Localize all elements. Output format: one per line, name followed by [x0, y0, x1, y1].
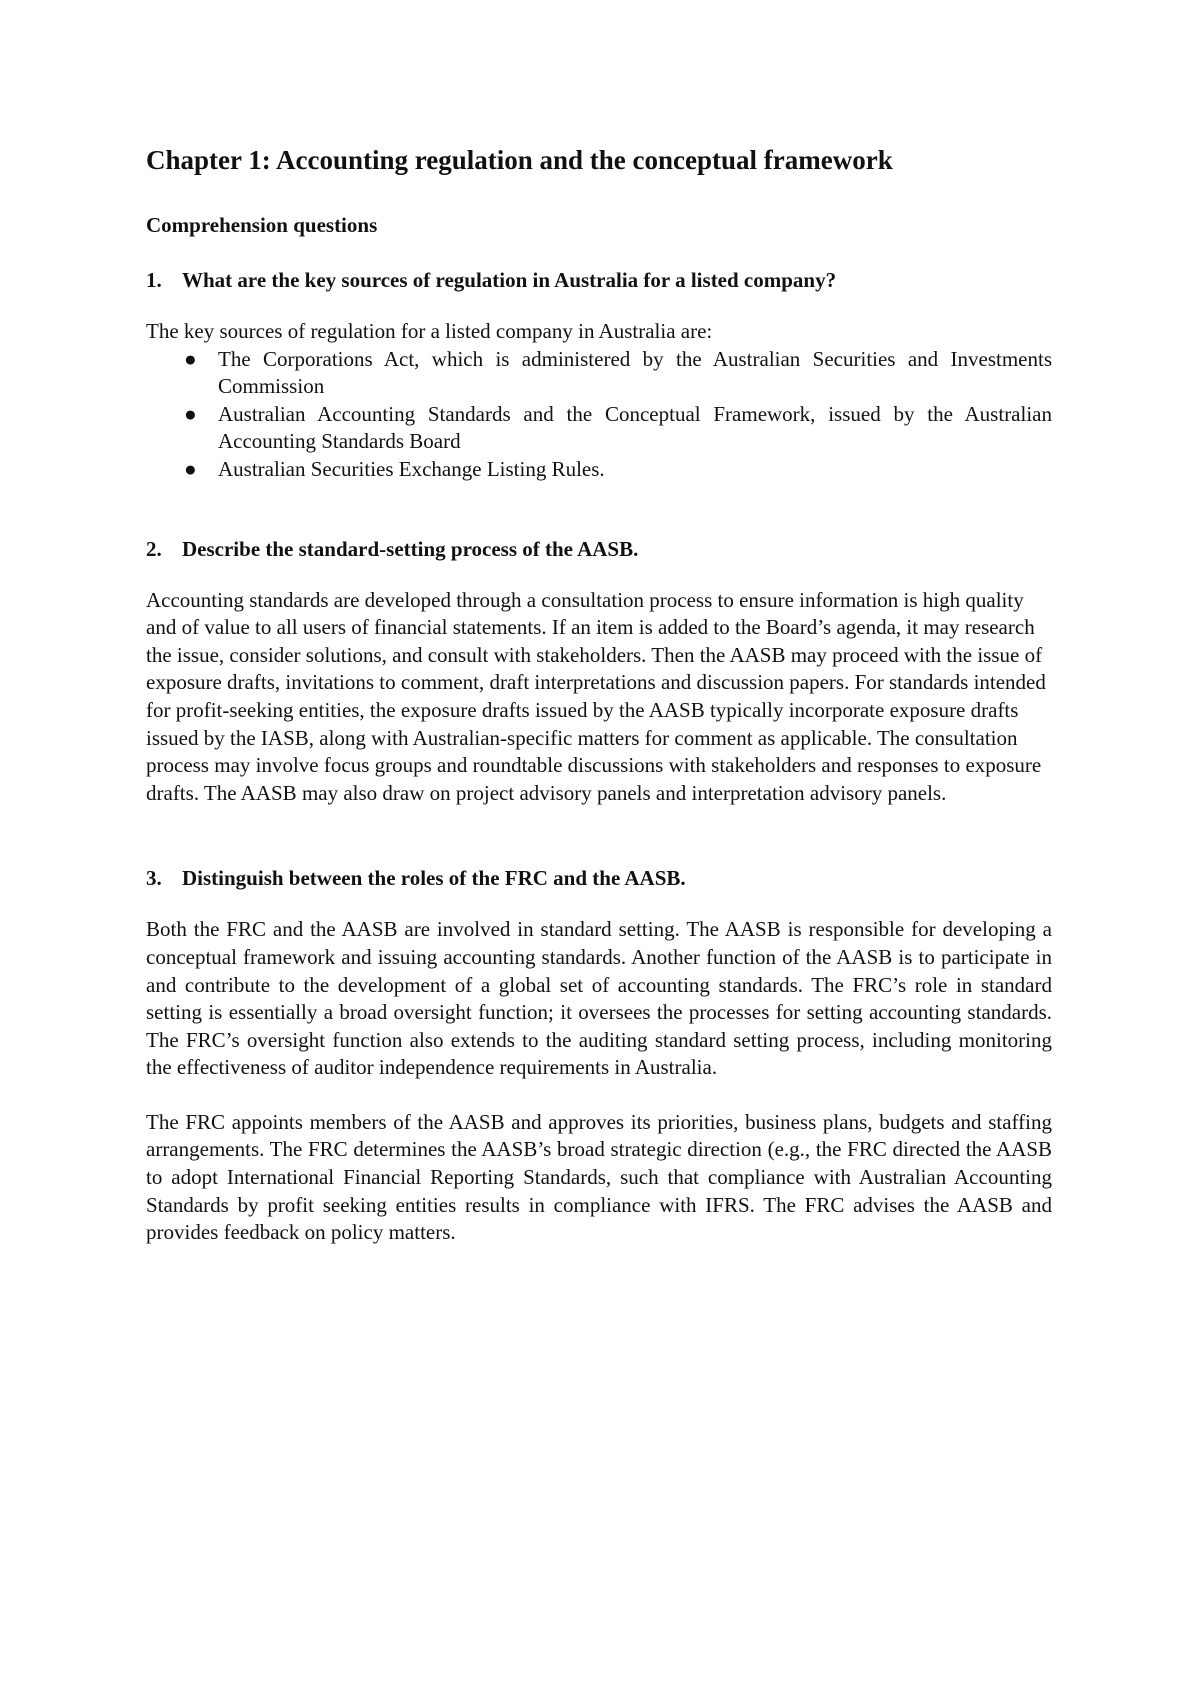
question-1-intro: The key sources of regulation for a listed company in Australia are: — [146, 319, 713, 343]
question-title: Describe the standard-setting process of the AASB. — [182, 536, 639, 561]
bullet-icon: ● — [184, 401, 197, 426]
question-3-answer-paragraph-1: Both the FRC and the AASB are involved in standard setting. The AASB is responsible for developing a conceptual framework and issuing accounting standards. Another function of the AASB is to participate in and contribute to the development of a global set of accounting standards. The FRC’s role in standard setting is essentially a broad oversight function; it oversees the processes for setting accounting standards. The FRC’s oversight function also extends to the auditing standard setting process, including monitoring the effectiveness of auditor independence requirements in Australia. — [146, 917, 1052, 1080]
bullet-icon: ● — [184, 346, 197, 371]
document-page — [146, 140, 1052, 1247]
bullet-icon: ● — [184, 456, 197, 481]
question-number: 2. — [146, 536, 162, 561]
question-2-heading — [146, 534, 1052, 564]
list-item-text: Australian Securities Exchange Listing Rules. — [218, 456, 605, 481]
question-1-bullet-list — [146, 346, 1052, 484]
question-3-heading — [146, 863, 1052, 893]
question-1-heading — [146, 265, 1052, 295]
question-title: What are the key sources of regulation in Australia for a listed company? — [182, 268, 837, 292]
list-item-text: The Corporations Act, which is administered by the Australian Securities and Investments Commission — [218, 346, 1052, 399]
list-item — [146, 401, 1052, 456]
question-3-answer-paragraph-2: The FRC appoints members of the AASB and approves its priorities, business plans, budgets and staffing arrangements. The FRC determines the AASB’s broad strategic direction (e.g., the FRC directed the AASB to adopt International Financial Reporting Standards, such that compliance with Australian Accounting Standards by profit seeking entities results in compliance with IFRS. The FRC advises the AASB and provides feedback on policy matters. — [146, 1109, 1052, 1245]
section-heading: Comprehension questions — [146, 213, 378, 237]
question-title: Distinguish between the roles of the FRC and the AASB. — [182, 866, 686, 891]
list-item — [146, 346, 1052, 401]
list-item — [146, 456, 1052, 484]
question-number: 1. — [146, 268, 162, 292]
question-2-answer: Accounting standards are developed through a consultation process to ensure information is high quality and of value to all users of financial statements. If an item is added to the Board’s agenda, it may research the issue, consider solutions, and consult with stakeholders. Then the AASB may proceed with the issue of exposure drafts, invitations to comment, draft interpretations and discussion papers. For standards intended for profit-seeking entities, the exposure drafts issued by the AASB typically incorporate exposure drafts issued by the IASB, along with Australian-specific matters for comment as applicable. The consultation process may involve focus groups and roundtable discussions with stakeholders and responses to exposure drafts. The AASB may also draw on project advisory panels and interpretation advisory panels. — [146, 587, 1046, 805]
question-number: 3. — [146, 866, 162, 891]
chapter-title: Chapter 1: Accounting regulation and the conceptual framework — [146, 145, 893, 175]
list-item-text: Australian Accounting Standards and the Conceptual Framework, issued by the Australian Accounting Standards Board — [218, 401, 1052, 454]
